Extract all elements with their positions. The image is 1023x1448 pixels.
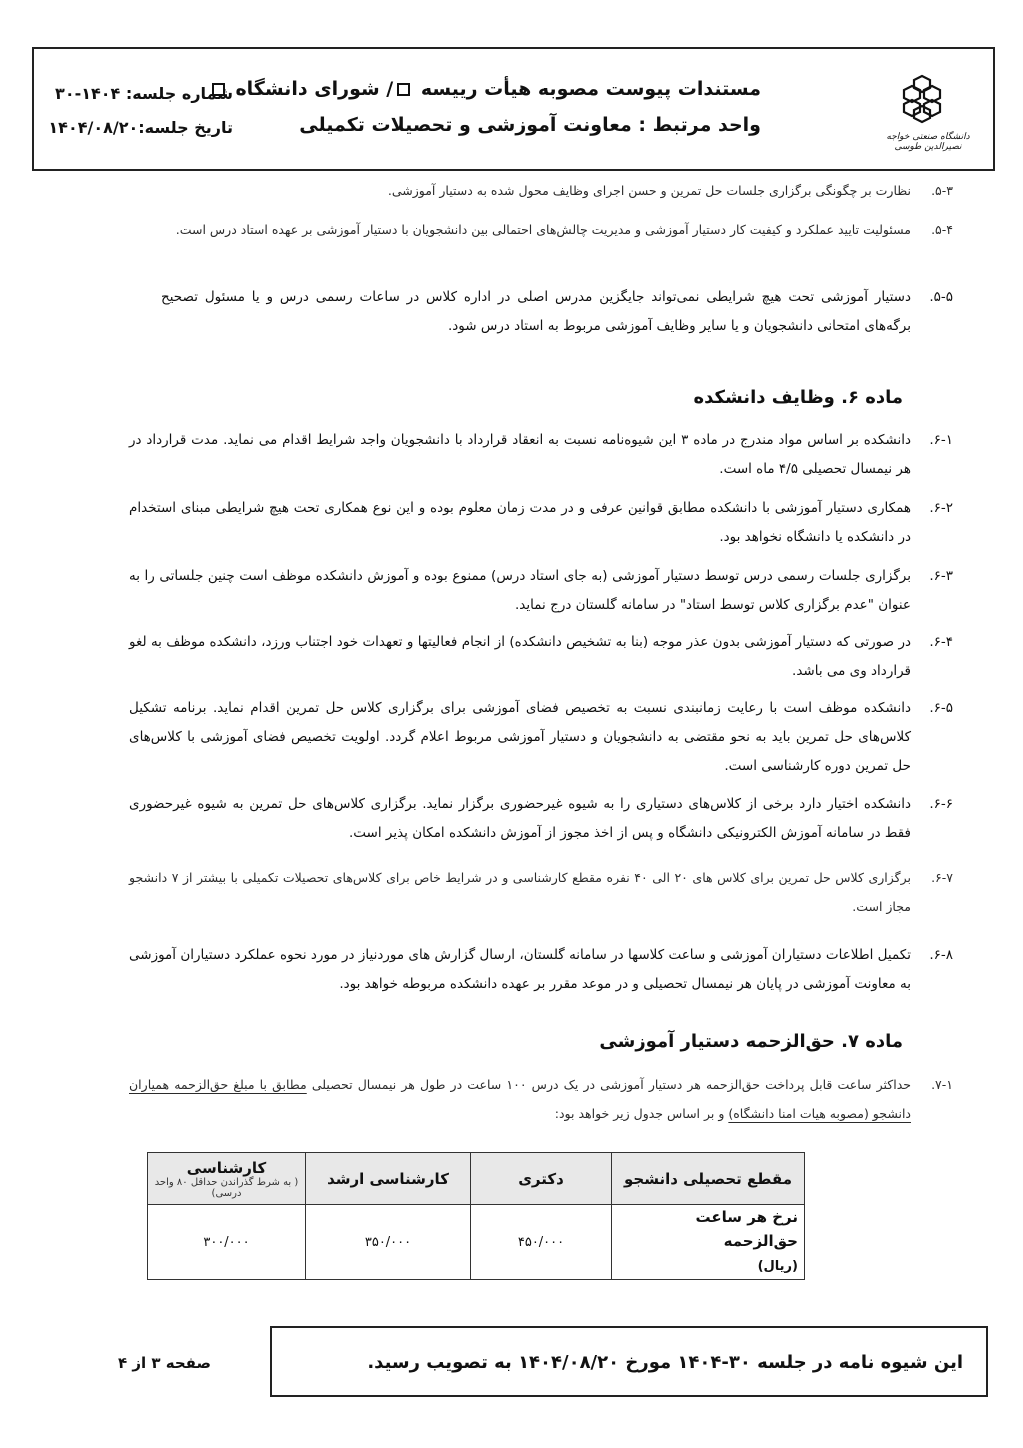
- clause-text: تکمیل اطلاعات دستیاران آموزشی و ساعت کلاسها در سامانه گلستان، ارسال گزارش های موردنیاز در مورد نحوه عملکرد دستیاران آموزشی به معاونت آموزشی در پایان هر نیمسال تحصیلی و در موعد مقرر بر عهده دانشکده مربوطه خواهد بود.: [129, 947, 911, 992]
- clause-7-1: [129, 1070, 953, 1128]
- clause-text: برگزاری کلاس حل تمرین برای کلاس های ۲۰ الی ۴۰ نفره مقطع کارشناسی و در شرایط خاص برای کلاس‌های تحصیلات تکمیلی با بیشتر از ۷ دانشجو مجاز است.: [129, 870, 911, 914]
- rate-phd: ۴۵۰/۰۰۰: [471, 1205, 612, 1280]
- board-checkbox: [397, 83, 410, 96]
- clause-6-3: [129, 562, 953, 620]
- clause-text: [129, 1070, 911, 1128]
- clause-6-1: [129, 426, 953, 484]
- clause-text: دستیار آموزشی تحت هیچ شرایطی نمی‌تواند جایگزین مدرس اصلی در اداره کلاس در ساعات رسمی درس و یا مسئول تصحیح برگه‌های امتحانی دانشجویان و یا سایر وظایف آموزشی مربوط به استاد درس شود.: [161, 289, 911, 334]
- header-label: کارشناسی: [186, 1158, 267, 1177]
- session-number: [55, 84, 233, 103]
- clause-text: دانشکده اختیار دارد برخی از کلاس‌های دستیاری را به شیوه غیرحضوری برگزار نماید. برگزاری کلاس‌های حل تمرین به شیوه غیرحضوری فقط در سامانه آموزش الکترونیکی دانشگاه و پس از اخذ مجوز از آموزش دانشکده امکان پذیر است.: [129, 796, 911, 841]
- header-title-line1: [208, 78, 761, 100]
- session-date: [48, 118, 233, 137]
- clause-6-4: [129, 628, 953, 686]
- page-number: صفحه ۳ از ۴: [118, 1354, 211, 1372]
- title-part1: مستندات پیوست مصوبه هیأت رییسه: [420, 78, 761, 100]
- clause-6-7: [129, 863, 953, 921]
- header-cell-bachelors: [148, 1153, 306, 1205]
- session-number-label: شماره جلسه:: [125, 84, 233, 103]
- approval-text: این شیوه نامه در جلسه ۳۰-۱۴۰۴ مورخ ۱۴۰۴/۰۸/۲۰ به تصویب رسید.: [367, 1352, 963, 1373]
- section-6-heading: ماده ۶. وظایف دانشکده: [693, 387, 903, 408]
- clause-number: ۶-۶.: [929, 796, 953, 812]
- clause-text-part: حداکثر ساعت قابل پرداخت حق‌الزحمه هر دستیار آموزشی در یک درس ۱۰۰ ساعت در طول هر نیمسال تحصیلی: [306, 1077, 911, 1092]
- section-7-heading: ماده ۷. حق‌الزحمه دستیار آموزشی: [599, 1031, 903, 1052]
- clause-number: ۷-۱.: [931, 1077, 953, 1092]
- header-title-line2: واحد مرتبط : معاونت آموزشی و تحصیلات تکمیلی: [299, 114, 761, 136]
- title-part2: / شورای دانشگاه: [235, 78, 394, 100]
- clause-number: ۶-۲.: [929, 500, 953, 516]
- clause-text: مسئولیت تایید عملکرد و کیفیت کار دستیار آموزشی و مدیریت چالش‌های احتمالی بین دانشجویان با دستیار آموزشی بر عهده استاد درس است.: [175, 222, 911, 237]
- row-unit: (ریال): [757, 1259, 798, 1274]
- logo-emblem-icon: [900, 74, 944, 124]
- table-row: [148, 1205, 805, 1280]
- clause-number: ۵-۳.: [931, 183, 953, 198]
- clause-text-part: و بر اساس جدول زیر خواهد بود:: [554, 1106, 729, 1121]
- clause-text: برگزاری جلسات رسمی درس توسط دستیار آموزشی (به جای استاد درس) ممنوع بوده و آموزش دانشکده موظف است چنین جلساتی را به عنوان "عدم برگزاری کلاس توسط استاد" در سامانه گلستان درج نماید.: [129, 568, 911, 613]
- clause-number: ۶-۱.: [929, 432, 953, 448]
- clause-text: نظارت بر چگونگی برگزاری جلسات حل تمرین و حسن اجرای وظایف محول شده به دستیار آموزشی.: [387, 183, 911, 198]
- clause-number: ۵-۴.: [931, 222, 953, 237]
- header-cell-level: [612, 1153, 805, 1205]
- clause-number: ۶-۵.: [929, 700, 953, 716]
- clause-5-3: [211, 176, 953, 205]
- header-cell-phd: [471, 1153, 612, 1205]
- clause-5-5: [161, 283, 953, 341]
- logo-text: دانشگاه صنعتی خواجه نصیرالدین طوسی: [886, 132, 970, 152]
- session-date-label: تاریخ جلسه:: [138, 118, 233, 137]
- clause-5-4: [161, 215, 953, 244]
- clause-6-2: [129, 494, 953, 552]
- table-header-row: [148, 1153, 805, 1205]
- header-label: مقطع تحصیلی دانشجو: [624, 1169, 792, 1188]
- rate-bachelors: ۳۰۰/۰۰۰: [148, 1205, 306, 1280]
- clause-number: ۶-۴.: [929, 634, 953, 650]
- header-box: [32, 47, 995, 171]
- clause-number: ۶-۳.: [929, 568, 953, 584]
- clause-number: ۶-۷.: [931, 870, 953, 885]
- clause-number: ۶-۸.: [929, 947, 953, 963]
- clause-number: ۵-۵.: [929, 289, 953, 305]
- underlined-reference: مطابق با مبلغ حق‌الزحمه همیاران دانشجو (مصوبه هیات امنا دانشگاه): [129, 1077, 911, 1121]
- session-number-value: ۱۴۰۴-۳۰: [55, 84, 121, 103]
- clause-6-5: [129, 694, 953, 781]
- header-label: دکتری: [518, 1169, 564, 1188]
- clause-6-8: [129, 941, 953, 999]
- clause-text: دانشکده بر اساس مواد مندرج در ماده ۳ این شیوه‌نامه نسبت به انعقاد قرارداد با دانشجویان واجد شرایط اقدام می نماید. مدت قرارداد در هر نیمسال تحصیلی ۴/۵ ماه است.: [129, 432, 911, 477]
- row-label: نرخ هر ساعت حق‌الزحمه: [695, 1208, 798, 1250]
- rate-table: [147, 1152, 805, 1280]
- session-date-value: ۱۴۰۴/۰۸/۲۰: [48, 118, 139, 137]
- clause-text: همکاری دستیار آموزشی با دانشکده مطابق قوانین عرفی و در مدت زمان معلوم بوده و این نوع همکاری تحت هیچ شرایطی مبنای استخدام در دانشکده یا دانشگاه نخواهد بود.: [129, 500, 911, 545]
- rate-masters: ۳۵۰/۰۰۰: [306, 1205, 471, 1280]
- clause-text: در صورتی که دستیار آموزشی بدون عذر موجه (بنا به تشخیص دانشکده) از انجام فعالیتها و تعهدات خود اجتناب ورزد، دانشکده موظف به لغو قرارداد وی می باشد.: [129, 634, 911, 679]
- header-label: کارشناسی ارشد: [327, 1169, 449, 1188]
- clause-6-6: [129, 790, 953, 848]
- header-sublabel: ( به شرط گذراندن حداقل ۸۰ واحد درسی): [154, 1176, 299, 1199]
- university-logo: [878, 70, 990, 160]
- header-cell-masters: [306, 1153, 471, 1205]
- clause-text: دانشکده موظف است با رعایت زمانبندی نسبت به تخصیص فضای آموزشی برای برگزاری کلاس حل تمرین اقدام نماید. برنامه تشکیل کلاس‌های حل تمرین باید به نحو مقتضی به دانشجویان و دستیار آموزشی مربوط اعلام گردد. اولویت تخصیص فضای آموزشی با کلاس‌های حل تمرین دوره کارشناسی است.: [129, 700, 911, 774]
- row-label-cell: [612, 1205, 805, 1280]
